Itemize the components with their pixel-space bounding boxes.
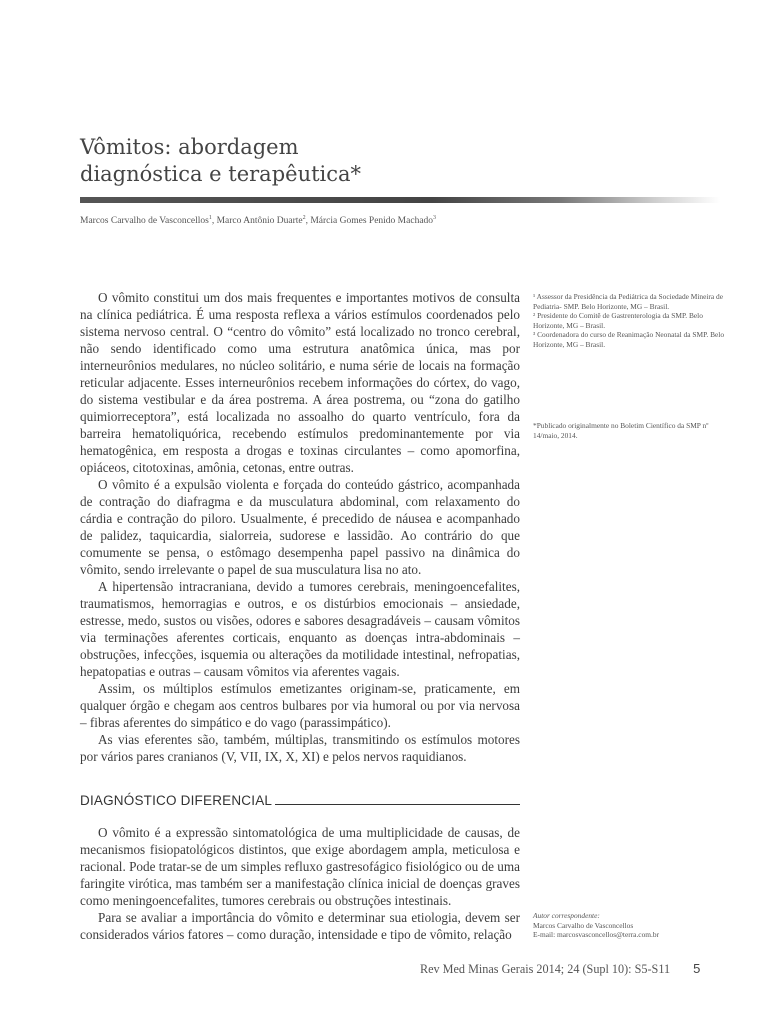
title-gradient-rule — [80, 197, 720, 203]
affiliation-note: ³ Coordenadora do curso de Reanimação Neonatal da SMP. Belo Horizonte, MG – Brasil. — [533, 330, 725, 349]
correspondence-block — [533, 911, 733, 940]
correspondence-label: Autor correspondente: — [533, 911, 600, 920]
body-text — [80, 289, 520, 765]
author-name: Márcia Gomes Penido Machado — [310, 216, 434, 227]
section-body-text — [80, 824, 520, 943]
author-mark: 2 — [302, 215, 306, 221]
affiliation-notes — [533, 292, 733, 350]
page-footer — [420, 961, 720, 977]
author-mark: 3 — [433, 215, 437, 221]
author-name: Marcos Carvalho de Vasconcellos — [80, 216, 209, 227]
title-line-1: Vômitos: abordagem — [80, 135, 299, 159]
body-paragraph: As vias eferentes são, também, múltiplas, transmitindo os estímulos motores por vários pares cranianos (V, VII, IX, X, XI) e pelos nervos raquidianos. — [80, 732, 520, 764]
section-heading — [80, 790, 520, 808]
title-line-2: diagnóstica e terapêutica* — [80, 162, 362, 186]
page-number: 5 — [693, 961, 701, 976]
body-paragraph: Assim, os múltiplos estímulos emetizantes originam-se, praticamente, em qualquer órgão e chegam aos centros bulbares por via humoral ou por via nervosa – fibras aferentes do simpático e do vago (parassimpático). — [80, 681, 520, 730]
body-paragraph: O vômito é a expressão sintomatológica de uma multiplicidade de causas, de mecanismos fisiopatológicos distintos, que exige abordagem ampla, meticulosa e racional. Pode tratar-se de um simples refluxo gastresofágico fisiológico ou de uma faringite virótica, mas também ser a manifestação clínica inicial de doenças graves como meningoencefalites, tumores cerebrais ou obstruções intestinais. — [80, 825, 520, 908]
author-list: Marcos Carvalho de Vasconcellos$^1$, Marco Antônio Duarte$^2$, Márcia Gomes Penido Machado$^3$ — [80, 215, 437, 227]
section-heading-rule — [275, 804, 520, 805]
body-paragraph: A hipertensão intracraniana, devido a tumores cerebrais, meningoencefalites, traumatismos, hemorragias e outros, e os distúrbios emocionais – ansiedade, estresse, medo, sustos ou visões, odores e sabores desagradáveis – causam vômitos via terminações aferentes corticais, enquanto as doenças intra-abdominais – obstruções, infecções, isquemia ou alterações da motilidade intestinal, nefropatias, hepatopatias e outras – causam vômitos via aferentes vagais. — [80, 579, 520, 679]
body-paragraph: Para se avaliar a importância do vômito e determinar sua etiologia, devem ser considerados vários fatores – como duração, intensidade e tipo de vômito, relação — [80, 910, 520, 942]
correspondence-name: Marcos Carvalho de Vasconcellos — [533, 920, 634, 930]
publication-note-text: *Publicado originalmente no Boletim Científico da SMP nº 14/maio, 2014. — [533, 421, 709, 440]
body-paragraph: O vômito é a expulsão violenta e forçada do conteúdo gástrico, acompanhada de contração do diafragma e da musculatura abdominal, com relaxamento do cárdia e contração do piloro. Usualmente, é precedido de náusea e acompanhado de palidez, taquicardia, sialorreia, sudorese e lassidão. Ao contrário do que comumente se pensa, o estômago desempenha papel passivo na dinâmica do vômito, sendo irrelevante o papel de sua musculatura lisa no ato. — [80, 477, 520, 577]
affiliation-note: ² Presidente do Comitê de Gastrenterologia da SMP. Belo Horizonte, MG – Brasil. — [533, 311, 703, 330]
article-title — [80, 134, 600, 188]
body-paragraph: O vômito constitui um dos mais frequentes e importantes motivos de consulta na clínica pediátrica. É uma resposta reflexa a vários estímulos coordenados pelo sistema nervoso central. O “centro do vômito” está localizado no tronco cerebral, não sendo identificado como uma estrutura anatômica única, mas por interneurônios medulares, no núcleo solitário, e numa série de locais na formação reticular adjacente. Esses interneurônios recebem informações do córtex, do vago, do sistema vestibular e da área postrema. A área postrema, ou “zona do gatilho quimiorreceptora”, está localizada no assoalho do quarto ventrículo, fora da barreira hematoliquórica, recebendo estímulos predominantemente por via hematogênica, em resposta a drogas e toxinas circulantes – como apomorfina, opiáceos, citotoxinas, amônia, cetonas, entre outras. — [80, 290, 520, 475]
journal-citation: Rev Med Minas Gerais 2014; 24 (Supl 10): S5-S11 — [420, 962, 671, 976]
section-heading-label: DIAGNÓSTICO DIFERENCIAL — [80, 793, 273, 808]
publication-note — [533, 421, 733, 440]
author-name: Marco Antônio Duarte — [216, 216, 303, 227]
author-mark: 1 — [208, 215, 212, 221]
correspondence-email: E-mail: marcosvasconcellos@terra.com.br — [533, 930, 660, 940]
affiliation-note: ¹ Assessor da Presidência da Pediátrica da Sociedade Mineira de Pediatria- SMP. Belo Horizonte, MG – Brasil. — [533, 292, 723, 311]
